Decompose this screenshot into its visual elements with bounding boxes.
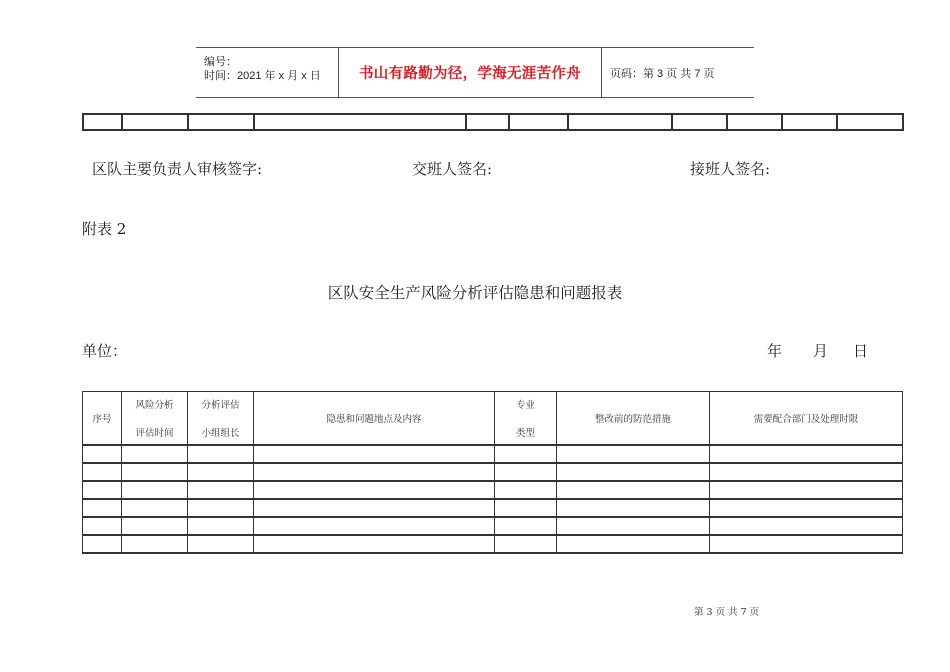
- table-cell: [509, 114, 568, 130]
- handover-signature-label: 交班人签名:: [412, 160, 493, 178]
- page-footer: 第 3 页 共 7 页: [694, 607, 760, 618]
- table-cell: [466, 114, 509, 130]
- table-cell: [122, 114, 188, 130]
- table-cell: [188, 114, 254, 130]
- motto: 书山有路勤为径，学海无涯苦作舟: [359, 66, 581, 82]
- table-row: [83, 445, 903, 463]
- page-label: 页码：第 3 页 共 7 页: [610, 67, 715, 80]
- month-label: 月: [813, 342, 829, 360]
- previous-table-tail: [82, 113, 904, 131]
- table-row: [83, 481, 903, 499]
- header-motto-cell: [339, 48, 601, 97]
- receiver-signature-label: 接班人签名:: [690, 160, 771, 178]
- header-type: [495, 392, 557, 446]
- header-type-line2: 类型: [515, 428, 535, 439]
- header-time: [122, 392, 188, 446]
- number-label: 编号：: [204, 56, 237, 68]
- table-cell: [83, 114, 122, 130]
- table-cell: [672, 114, 727, 130]
- table-row: [83, 535, 903, 553]
- header-measures: 整改前的防范措施: [557, 392, 710, 446]
- unit-label: 单位：: [82, 342, 128, 360]
- header-no: 序号: [83, 392, 122, 446]
- header-type-line1: 专业: [515, 400, 535, 411]
- report-table: [82, 391, 903, 554]
- table-header-row: [83, 392, 903, 446]
- time-label: 时间：2021 年 x 月 x 日: [204, 70, 321, 82]
- table-row: [83, 463, 903, 481]
- report-title: 区队安全生产风险分析评估隐患和问题报表: [327, 284, 623, 302]
- header-time-line2: 评估时间: [135, 428, 174, 439]
- header-dept: 需要配合部门及处理时限: [710, 392, 903, 446]
- header-time-line1: 风险分析: [135, 400, 174, 411]
- header-leader-line1: 分析评估: [201, 400, 240, 411]
- table-row: [83, 114, 903, 130]
- day-label: 日: [853, 342, 869, 360]
- table-row: [83, 499, 903, 517]
- header-leader-line2: 小组组长: [201, 428, 240, 439]
- table-cell: [254, 114, 466, 130]
- leader-signature-label: 区队主要负责人审核签字:: [92, 160, 263, 178]
- appendix-label: 附表 2: [82, 220, 127, 238]
- header-content: 隐患和问题地点及内容: [254, 392, 495, 446]
- table-cell: [837, 114, 903, 130]
- header-page-cell: [602, 48, 754, 97]
- table-cell: [568, 114, 672, 130]
- page-header: [196, 47, 754, 98]
- year-label: 年: [767, 342, 783, 360]
- table-cell: [782, 114, 837, 130]
- header-meta: [196, 48, 338, 97]
- table-row: [83, 517, 903, 535]
- table-cell: [727, 114, 782, 130]
- header-leader: [188, 392, 254, 446]
